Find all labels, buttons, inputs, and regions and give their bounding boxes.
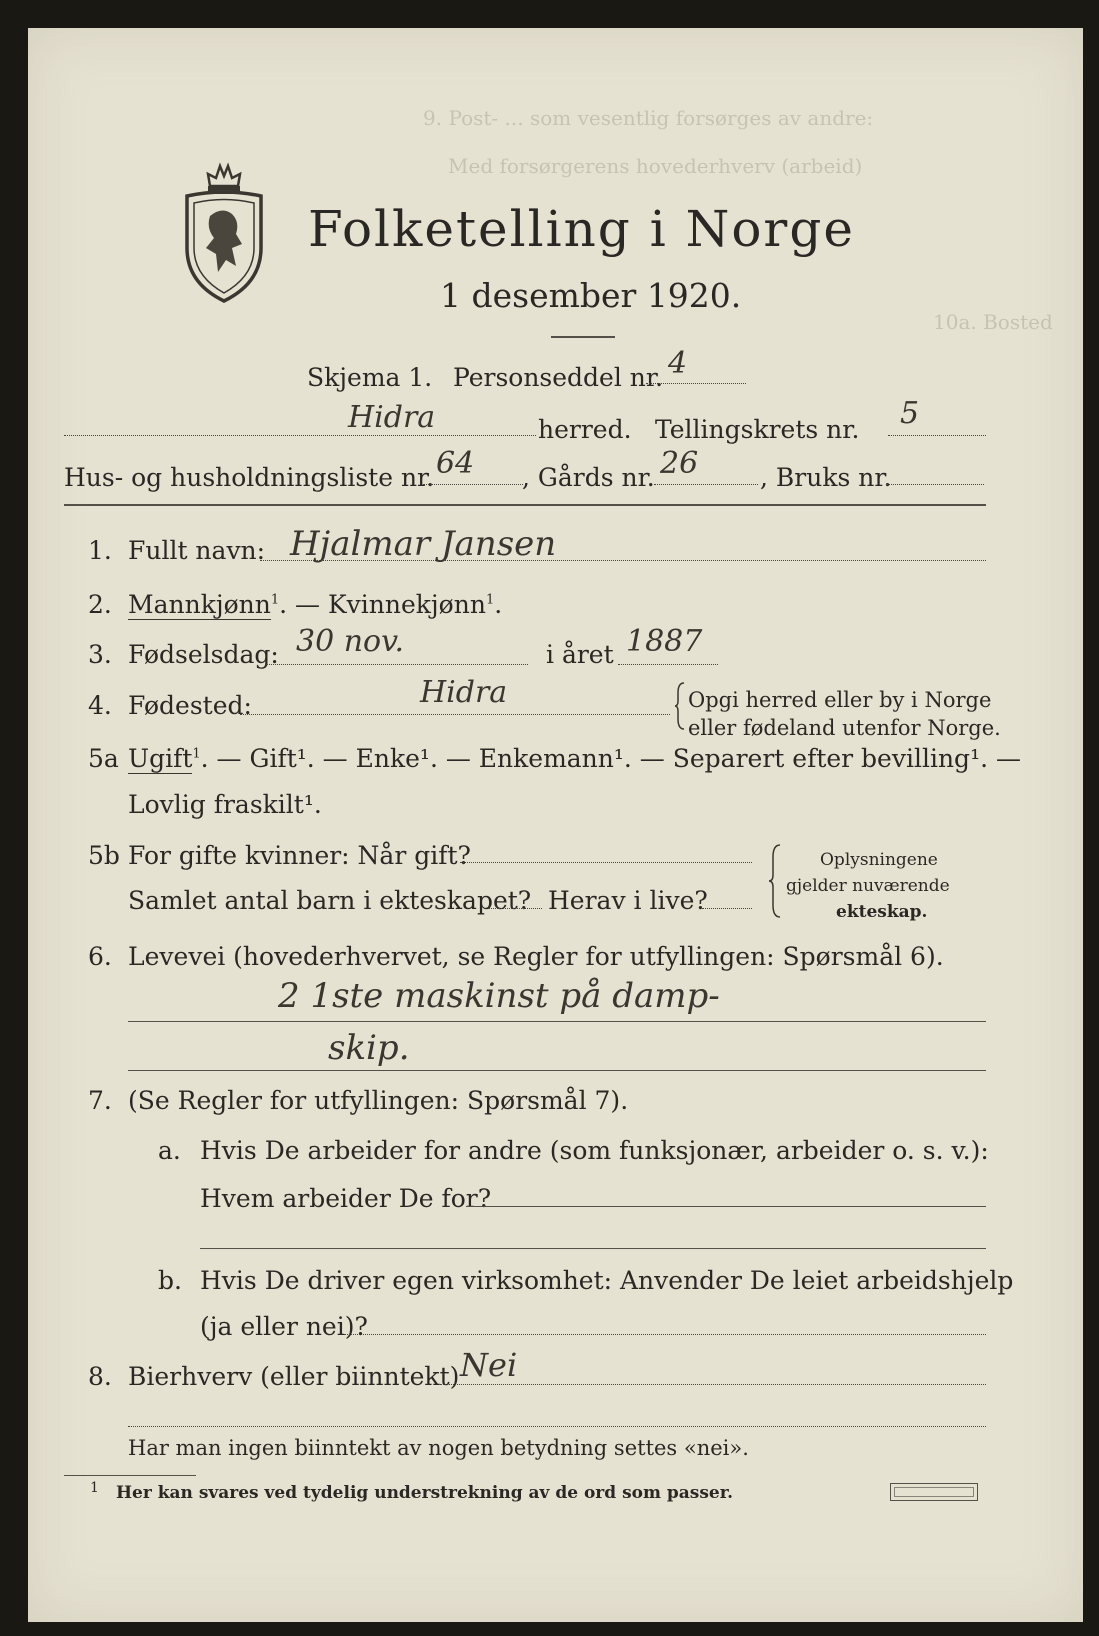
brace-icon (674, 681, 686, 731)
ugift-option-underlined[interactable]: Ugift (128, 744, 193, 773)
hus-value[interactable]: 64 (436, 446, 475, 481)
gards-label: , Gårds nr. (522, 463, 655, 492)
q4-label: Fødested: (128, 691, 252, 720)
q5b-label1: For gifte kvinner: Når gift? (128, 841, 471, 870)
q7a-letter: a. (158, 1136, 181, 1165)
q4-number: 4. (88, 691, 112, 720)
birth-year-value[interactable]: 1887 (626, 624, 703, 659)
q7a-question: Hvem arbeider De for? (200, 1184, 492, 1213)
q3-year-line (618, 664, 718, 665)
herred-value[interactable]: Hidra (348, 400, 436, 435)
q7a-line1 (466, 1206, 986, 1207)
q3-label: Fødselsdag: (128, 640, 279, 669)
footnote-mark: 1 (90, 1480, 99, 1496)
q6-line2 (128, 1070, 986, 1071)
q6-label: Levevei (hovederhvervet, se Regler for utfyllingen: Spørsmål 6). (128, 942, 944, 971)
full-name-value[interactable]: Hjalmar Jansen (290, 524, 557, 564)
q5a-line2: Lovlig fraskilt¹. (128, 790, 322, 819)
bleed-through-text: 9. Post- ... som vesentlig forsørges av andre: (423, 106, 874, 130)
herred-line (64, 435, 536, 436)
q5b-number: 5b (88, 841, 120, 870)
q7b-question: (ja eller nei)? (200, 1312, 368, 1341)
hus-label: Hus- og husholdningsliste nr. (64, 463, 435, 492)
q2-number: 2. (88, 590, 112, 619)
tellingskrets-label: Tellingskrets nr. (655, 415, 860, 444)
q5a-options: Ugift$^1$. — Gift¹. — Enke¹. — Enkemann¹. — Separert efter bevilling¹. — (128, 744, 1021, 773)
female-option[interactable]: Kvinnekjønn (327, 590, 486, 619)
q5b-label2: Samlet antal barn i ekteskapet? (128, 886, 532, 915)
q5b-alive-line (702, 908, 752, 909)
census-date: 1 desember 1920. (440, 276, 742, 315)
q4-note-line2: eller fødeland utenfor Norge. (688, 716, 1001, 740)
q5a-other-options: . — Gift¹. — Enke¹. — Enkemann¹. — Separert efter bevilling¹. — (200, 744, 1021, 773)
q7a-line2 (200, 1248, 986, 1249)
q5b-when-line (460, 862, 752, 863)
personseddel-line (646, 383, 746, 384)
q5a-number: 5a (88, 744, 119, 773)
norway-coat-of-arms-icon (182, 148, 266, 304)
footnote-divider (64, 1475, 196, 1476)
q7b-line (344, 1334, 986, 1335)
q4-line (240, 714, 670, 715)
q4-note-line1: Opgi herred eller by i Norge (688, 688, 992, 712)
q7b-letter: b. (158, 1266, 182, 1295)
birthplace-value[interactable]: Hidra (420, 675, 508, 710)
gards-value[interactable]: 26 (660, 446, 699, 481)
printer-stamp (890, 1483, 978, 1501)
q1-number: 1. (88, 536, 112, 565)
brace-icon (768, 843, 782, 919)
tellingskrets-value[interactable]: 5 (900, 396, 920, 431)
herred-label: herred. (538, 415, 632, 444)
form-title: Folketelling i Norge (308, 200, 855, 258)
q7-number: 7. (88, 1086, 112, 1115)
personseddel-label: Personseddel nr. (453, 363, 664, 392)
q5b-note-line3: ekteskap. (836, 902, 928, 922)
note-text: Har man ingen biinntekt av nogen betydning settes «nei». (128, 1436, 749, 1460)
bruks-label: , Bruks nr. (760, 463, 892, 492)
q5b-label3: Herav i live? (548, 886, 708, 915)
occupation-value-line2[interactable]: skip. (328, 1028, 410, 1068)
bleed-through-text: 10a. Bosted (933, 310, 1053, 334)
q3-birthday-line (266, 664, 528, 665)
personseddel-value[interactable]: 4 (668, 346, 688, 381)
q5b-note-line1: Oplysningene (820, 850, 938, 870)
q5b-note-line2: gjelder nuværende (786, 876, 950, 896)
q5b-children-line (488, 908, 542, 909)
occupation-value-line1[interactable]: 2 1ste maskinst på damp- (278, 976, 720, 1016)
q2-options: Mannkjønn$^1$. — Kvinnekjønn$^1$. (128, 590, 503, 619)
schema-label: Skjema 1. (307, 363, 433, 392)
bleed-through-text: Med forsørgerens hovederhverv (arbeid) (448, 154, 863, 178)
title-divider (551, 336, 615, 338)
q8-line2 (128, 1426, 986, 1427)
year-label: i året (546, 640, 614, 669)
footnote-text: Her kan svares ved tydelig understrekning av de ord som passer. (116, 1483, 734, 1503)
hus-line (423, 484, 523, 485)
birthday-value[interactable]: 30 nov. (296, 624, 405, 659)
header-divider (64, 504, 986, 506)
side-income-value[interactable]: Nei (460, 1346, 518, 1384)
q1-label: Fullt navn: (128, 536, 266, 565)
q7-label: (Se Regler for utfyllingen: Spørsmål 7). (128, 1086, 629, 1115)
q6-line1 (128, 1021, 986, 1022)
q3-number: 3. (88, 640, 112, 669)
q7b-text: Hvis De driver egen virksomhet: Anvender De leiet arbeidshjelp (200, 1266, 1014, 1295)
gards-line (654, 484, 758, 485)
census-form-page (28, 28, 1083, 1622)
bruks-line (886, 484, 984, 485)
q8-line1 (440, 1384, 986, 1385)
q8-number: 8. (88, 1362, 112, 1391)
male-option-underlined[interactable]: Mannkjønn (128, 590, 271, 619)
q6-number: 6. (88, 942, 112, 971)
q7a-text: Hvis De arbeider for andre (som funksjonær, arbeider o. s. v.): (200, 1136, 989, 1165)
q8-label: Bierhverv (eller biinntekt) (128, 1362, 460, 1391)
tellingskrets-line (888, 435, 986, 436)
